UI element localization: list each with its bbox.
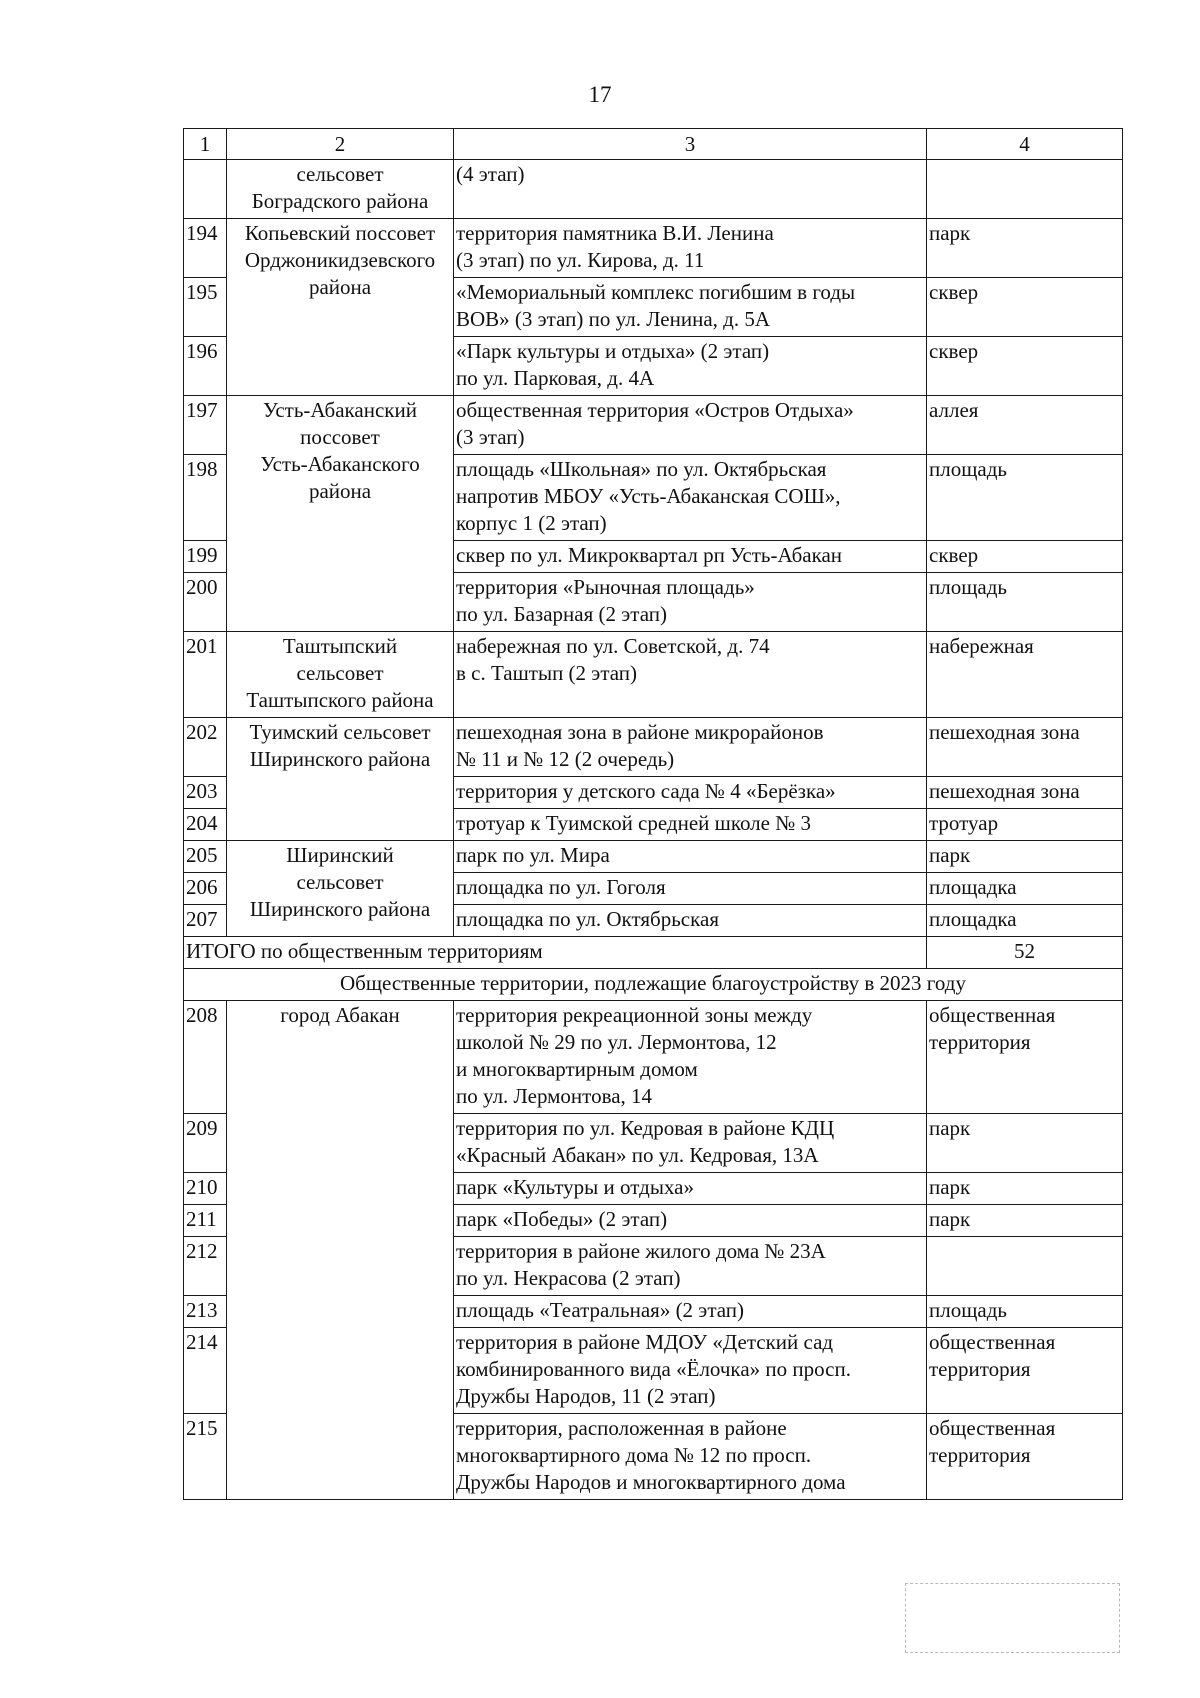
table-row xyxy=(184,219,1123,278)
territory-type: парк xyxy=(927,841,1123,873)
municipality-cell: Таштыпский сельсовет Таштыпского района xyxy=(227,632,454,718)
row-number: 198 xyxy=(184,455,227,541)
row-number: 195 xyxy=(184,278,227,337)
territory-name: территория в районе МДОУ «Детский сад комбинированного вида «Ёлочка» по просп. Дружбы Народов, 11 (2 этап) xyxy=(454,1328,927,1414)
territory-type: общественная территория xyxy=(927,1328,1123,1414)
territory-name: площадь «Школьная» по ул. Октябрьская напротив МБОУ «Усть-Абаканская СОШ», корпус 1 (2 этап) xyxy=(454,455,927,541)
territory-name: общественная территория «Остров Отдыха» (3 этап) xyxy=(454,396,927,455)
territory-type: площадь xyxy=(927,1296,1123,1328)
territory-name: площадка по ул. Октябрьская xyxy=(454,905,927,937)
section-row xyxy=(184,969,1123,1001)
header-row xyxy=(184,129,1123,160)
municipality-cell: Копьевский поссовет Орджоникидзевского района xyxy=(227,219,454,396)
territory-type: пешеходная зона xyxy=(927,718,1123,777)
territory-name: территория памятника В.И. Ленина (3 этап) по ул. Кирова, д. 11 xyxy=(454,219,927,278)
territory-type: площадь xyxy=(927,455,1123,541)
row-number: 203 xyxy=(184,777,227,809)
municipality-cell: Туимский сельсовет Ширинского района xyxy=(227,718,454,841)
territory-type: сквер xyxy=(927,541,1123,573)
territory-name: территория рекреационной зоны между школой № 29 по ул. Лермонтова, 12 и многоквартирным домом по ул. Лермонтова, 14 xyxy=(454,1001,927,1114)
territory-name: территория, расположенная в районе многоквартирного дома № 12 по просп. Дружбы Народов и многоквартирного дома xyxy=(454,1414,927,1500)
municipality-cell: Усть-Абаканский поссовет Усть-Абаканского района xyxy=(227,396,454,632)
row-number: 202 xyxy=(184,718,227,777)
territory-type: общественная территория xyxy=(927,1414,1123,1500)
territory-type: парк xyxy=(927,1173,1123,1205)
total-label: ИТОГО по общественным территориям xyxy=(184,937,927,969)
row-number: 211 xyxy=(184,1205,227,1237)
municipality-cell: сельсовет Боградского района xyxy=(227,160,454,219)
table-row xyxy=(184,160,1123,219)
territory-name: территория по ул. Кедровая в районе КДЦ «Красный Абакан» по ул. Кедровая, 13А xyxy=(454,1114,927,1173)
territory-name: тротуар к Туимской средней школе № 3 xyxy=(454,809,927,841)
territory-name: пешеходная зона в районе микрорайонов № 11 и № 12 (2 очередь) xyxy=(454,718,927,777)
header-cell: 3 xyxy=(454,129,927,160)
territory-name: «Мемориальный комплекс погибшим в годы ВОВ» (3 этап) по ул. Ленина, д. 5А xyxy=(454,278,927,337)
row-number: 208 xyxy=(184,1001,227,1114)
municipality-cell: город Абакан xyxy=(227,1001,454,1500)
document-stamp xyxy=(905,1583,1120,1653)
header-cell: 4 xyxy=(927,129,1123,160)
row-number: 209 xyxy=(184,1114,227,1173)
table-row xyxy=(184,396,1123,455)
territory-name: «Парк культуры и отдыха» (2 этап) по ул. Парковая, д. 4А xyxy=(454,337,927,396)
row-number: 204 xyxy=(184,809,227,841)
territory-type: сквер xyxy=(927,337,1123,396)
row-number: 214 xyxy=(184,1328,227,1414)
municipality-cell: Ширинский сельсовет Ширинского района xyxy=(227,841,454,937)
table-row xyxy=(184,632,1123,718)
territory-name: территория в районе жилого дома № 23А по ул. Некрасова (2 этап) xyxy=(454,1237,927,1296)
territory-type: набережная xyxy=(927,632,1123,718)
territory-type: площадка xyxy=(927,873,1123,905)
row-number: 199 xyxy=(184,541,227,573)
territory-name: (4 этап) xyxy=(454,160,927,219)
table-row xyxy=(184,718,1123,777)
row-number: 205 xyxy=(184,841,227,873)
territory-type: аллея xyxy=(927,396,1123,455)
section-title: Общественные территории, подлежащие благоустройству в 2023 году xyxy=(184,969,1123,1001)
territory-type: площадка xyxy=(927,905,1123,937)
row-number: 201 xyxy=(184,632,227,718)
territory-type xyxy=(927,160,1123,219)
total-row xyxy=(184,937,1123,969)
total-value: 52 xyxy=(927,937,1123,969)
row-number: 194 xyxy=(184,219,227,278)
territory-type xyxy=(927,1237,1123,1296)
row-number xyxy=(184,160,227,219)
territory-type: парк xyxy=(927,1114,1123,1173)
table-row xyxy=(184,841,1123,873)
row-number: 196 xyxy=(184,337,227,396)
territory-name: парк «Культуры и отдыха» xyxy=(454,1173,927,1205)
territory-name: набережная по ул. Советской, д. 74 в с. Таштып (2 этап) xyxy=(454,632,927,718)
territory-name: площадка по ул. Гоголя xyxy=(454,873,927,905)
territory-name: сквер по ул. Микроквартал рп Усть-Абакан xyxy=(454,541,927,573)
row-number: 210 xyxy=(184,1173,227,1205)
territory-type: тротуар xyxy=(927,809,1123,841)
territory-name: территория у детского сада № 4 «Берёзка» xyxy=(454,777,927,809)
territory-name: площадь «Театральная» (2 этап) xyxy=(454,1296,927,1328)
header-cell: 1 xyxy=(184,129,227,160)
territories-table xyxy=(183,128,1123,1500)
row-number: 215 xyxy=(184,1414,227,1500)
territory-name: парк «Победы» (2 этап) xyxy=(454,1205,927,1237)
page-number: 17 xyxy=(588,82,612,107)
row-number: 206 xyxy=(184,873,227,905)
territory-type: площадь xyxy=(927,573,1123,632)
table-row xyxy=(184,1001,1123,1114)
territory-type: пешеходная зона xyxy=(927,777,1123,809)
row-number: 213 xyxy=(184,1296,227,1328)
territory-type: парк xyxy=(927,219,1123,278)
header-cell: 2 xyxy=(227,129,454,160)
row-number: 207 xyxy=(184,905,227,937)
territory-type: сквер xyxy=(927,278,1123,337)
row-number: 197 xyxy=(184,396,227,455)
territory-type: парк xyxy=(927,1205,1123,1237)
territory-type: общественная территория xyxy=(927,1001,1123,1114)
territory-name: парк по ул. Мира xyxy=(454,841,927,873)
row-number: 200 xyxy=(184,573,227,632)
territory-name: территория «Рыночная площадь» по ул. Базарная (2 этап) xyxy=(454,573,927,632)
row-number: 212 xyxy=(184,1237,227,1296)
